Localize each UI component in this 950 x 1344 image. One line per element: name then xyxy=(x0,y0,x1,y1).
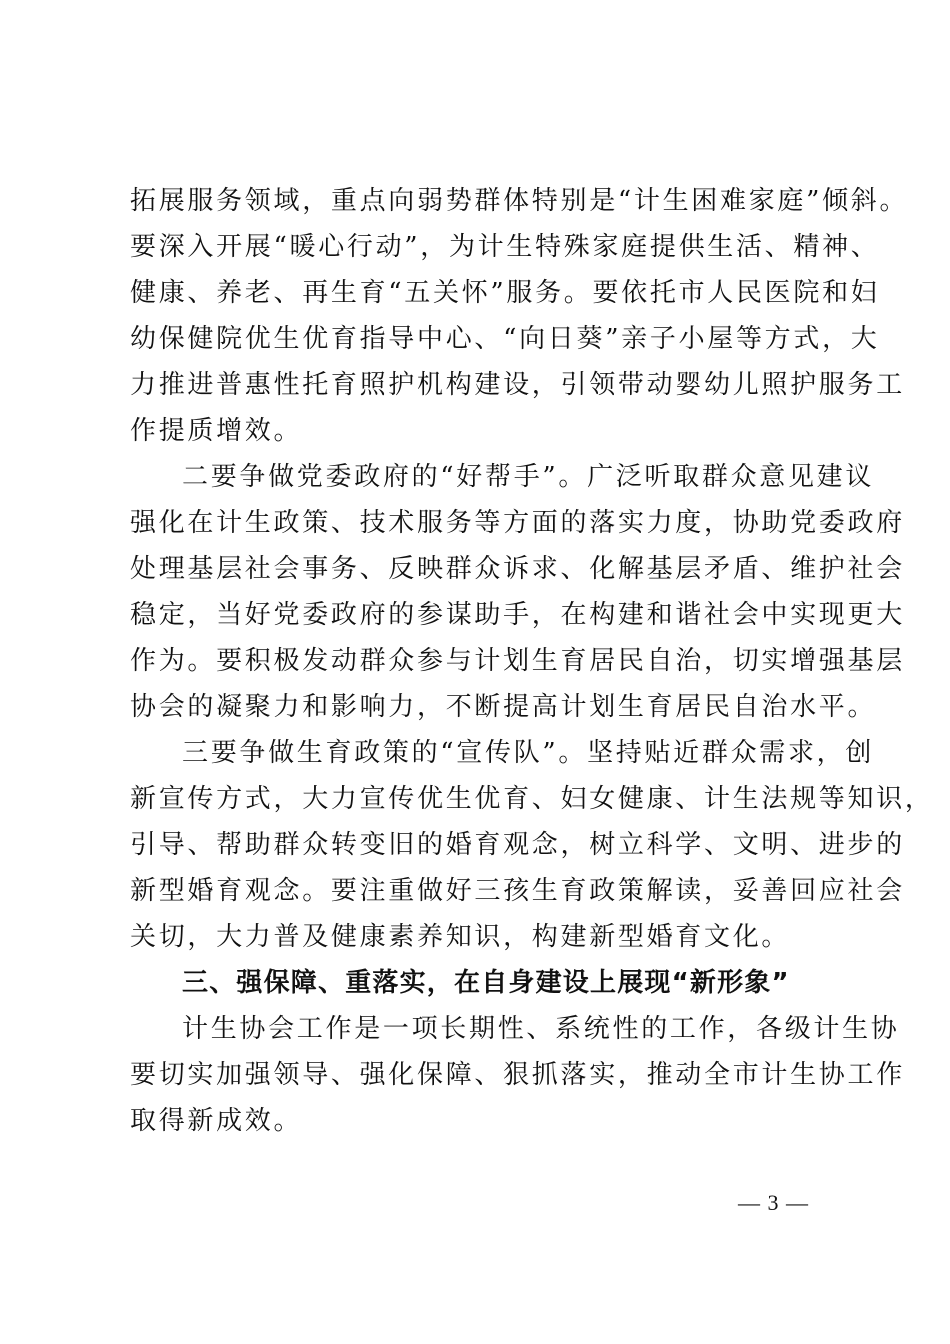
text-line: 拓展服务领域，重点向弱势群体特别是“计生困难家庭”倾斜。 xyxy=(130,186,909,216)
text-line: 幼保健院优生优育指导中心、“向日葵”亲子小屋等方式，大 xyxy=(130,324,880,354)
document-body xyxy=(130,178,934,1144)
text-line: 协会的凝聚力和影响力，不断提高计划生育居民自治水平。 xyxy=(130,692,877,722)
text-line: 新宣传方式，大力宣传优生优育、妇女健康、计生法规等知识， xyxy=(130,784,934,814)
page-number: — 3 — xyxy=(738,1190,809,1215)
text-line: 力推进普惠性托育照护机构建设，引领带动婴幼儿照护服务工 xyxy=(130,370,905,400)
text-line: 处理基层社会事务、反映群众诉求、化解基层矛盾、维护社会 xyxy=(130,554,905,584)
text-line: 二要争做党委政府的“好帮手”。广泛听取群众意见建议 xyxy=(182,462,875,492)
text-line: 强化在计生政策、技术服务等方面的落实力度，协助党委政府 xyxy=(130,508,905,538)
text-line: 要切实加强领导、强化保障、狠抓落实，推动全市计生协工作 xyxy=(130,1060,905,1090)
text-line: 稳定，当好党委政府的参谋助手，在构建和谐社会中实现更大 xyxy=(130,600,905,630)
section-heading: 三、强保障、重落实，在自身建设上展现“新形象” xyxy=(182,968,790,998)
text-line: 取得新成效。 xyxy=(130,1106,303,1136)
text-line: 三要争做生育政策的“宣传队”。坚持贴近群众需求，创 xyxy=(182,738,875,768)
text-line: 关切，大力普及健康素养知识，构建新型婚育文化。 xyxy=(130,922,791,952)
text-line: 健康、养老、再生育“五关怀”服务。要依托市人民医院和妇 xyxy=(130,278,880,308)
text-line: 计生协会工作是一项长期性、系统性的工作，各级计生协 xyxy=(182,1014,900,1044)
text-line: 新型婚育观念。要注重做好三孩生育政策解读，妥善回应社会 xyxy=(130,876,905,906)
text-line: 作为。要积极发动群众参与计划生育居民自治，切实增强基层 xyxy=(130,646,905,676)
text-line: 作提质增效。 xyxy=(130,416,303,446)
text-line: 引导、帮助群众转变旧的婚育观念，树立科学、文明、进步的 xyxy=(130,830,905,860)
text-line: 要深入开展“暖心行动”，为计生特殊家庭提供生活、精神、 xyxy=(130,232,880,262)
